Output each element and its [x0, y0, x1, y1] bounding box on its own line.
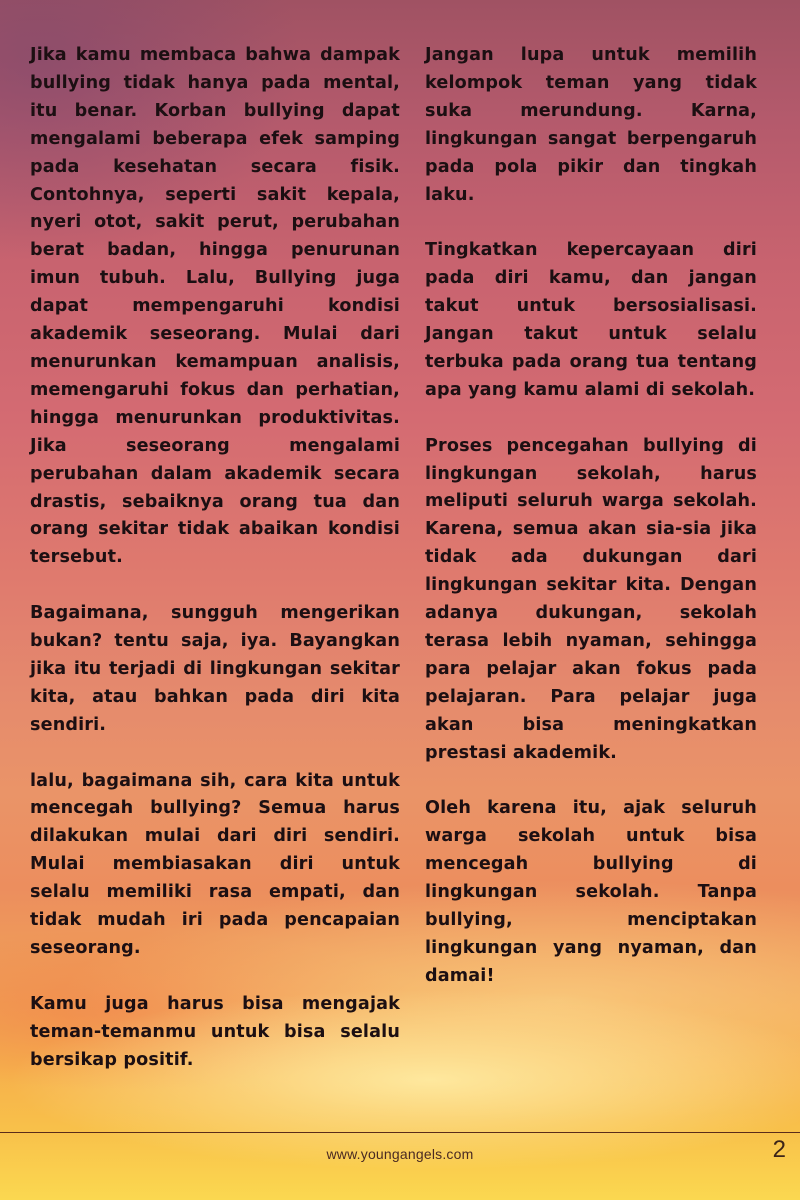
paragraph: lalu, bagaimana sih, cara kita untuk mencegah bullying? Semua harus dilakukan mulai dari diri sendiri. Mulai membiasakan diri untuk selalu memiliki rasa empati, dan tidak mudah iri pada pencapaian seseorang.: [30, 770, 400, 958]
footer-website-url: www.youngangels.com: [326, 1146, 474, 1162]
paragraph: Kamu juga harus bisa mengajak teman-temanmu untuk bisa selalu bersikap positif.: [30, 993, 400, 1070]
paragraph: Jangan lupa untuk memilih kelompok teman yang tidak suka merundung. Karna, lingkungan sangat berpengaruh pada pola pikir dan tingkah laku.: [425, 45, 757, 205]
paragraph: Bagaimana, sungguh mengerikan bukan? tentu saja, iya. Bayangkan jika itu terjadi di lingkungan sekitar kita, atau bahkan pada diri kita sendiri.: [30, 603, 400, 735]
left-column: [30, 42, 400, 1074]
paragraph: Jika kamu membaca bahwa dampak bullying tidak hanya pada mental, itu benar. Korban bullying dapat mengalami beberapa efek samping pada kesehatan secara fisik. Contohnya, seperti sakit kepala, nyeri otot, sakit perut, perubahan berat badan, hingga penurunan imun tubuh. Lalu, Bullying juga dapat mempengaruhi kondisi akademik seseorang. Mulai dari menurunkan kemampuan analisis, memengaruhi fokus dan perhatian, hingga menurunkan produktivitas. Jika seseorang mengalami perubahan dalam akademik secara drastis, sebaiknya orang tua dan orang sekitar tidak abaikan kondisi tersebut.: [30, 45, 400, 568]
paragraph: Proses pencegahan bullying di lingkungan sekolah, harus meliputi seluruh warga sekolah. Karena, semua akan sia-sia jika tidak ada dukungan dari lingkungan sekitar kita. Dengan adanya dukungan, sekolah terasa lebih nyaman, sehingga para pelajar akan fokus pada pelajaran. Para pelajar juga akan bisa meningkatkan prestasi akademik.: [425, 435, 757, 763]
paragraph: Oleh karena itu, ajak seluruh warga sekolah untuk bisa mencegah bullying di lingkungan sekolah. Tanpa bullying, menciptakan lingkungan yang nyaman, dan damai!: [425, 798, 757, 986]
page-number: 2: [772, 1136, 786, 1163]
footer-divider: [0, 1132, 800, 1133]
paragraph: Tingkatkan kepercayaan diri pada diri kamu, dan jangan takut untuk bersosialisasi. Jangan takut untuk selalu terbuka pada orang tua tentang apa yang kamu alami di sekolah.: [425, 240, 757, 400]
right-column: [425, 42, 757, 991]
